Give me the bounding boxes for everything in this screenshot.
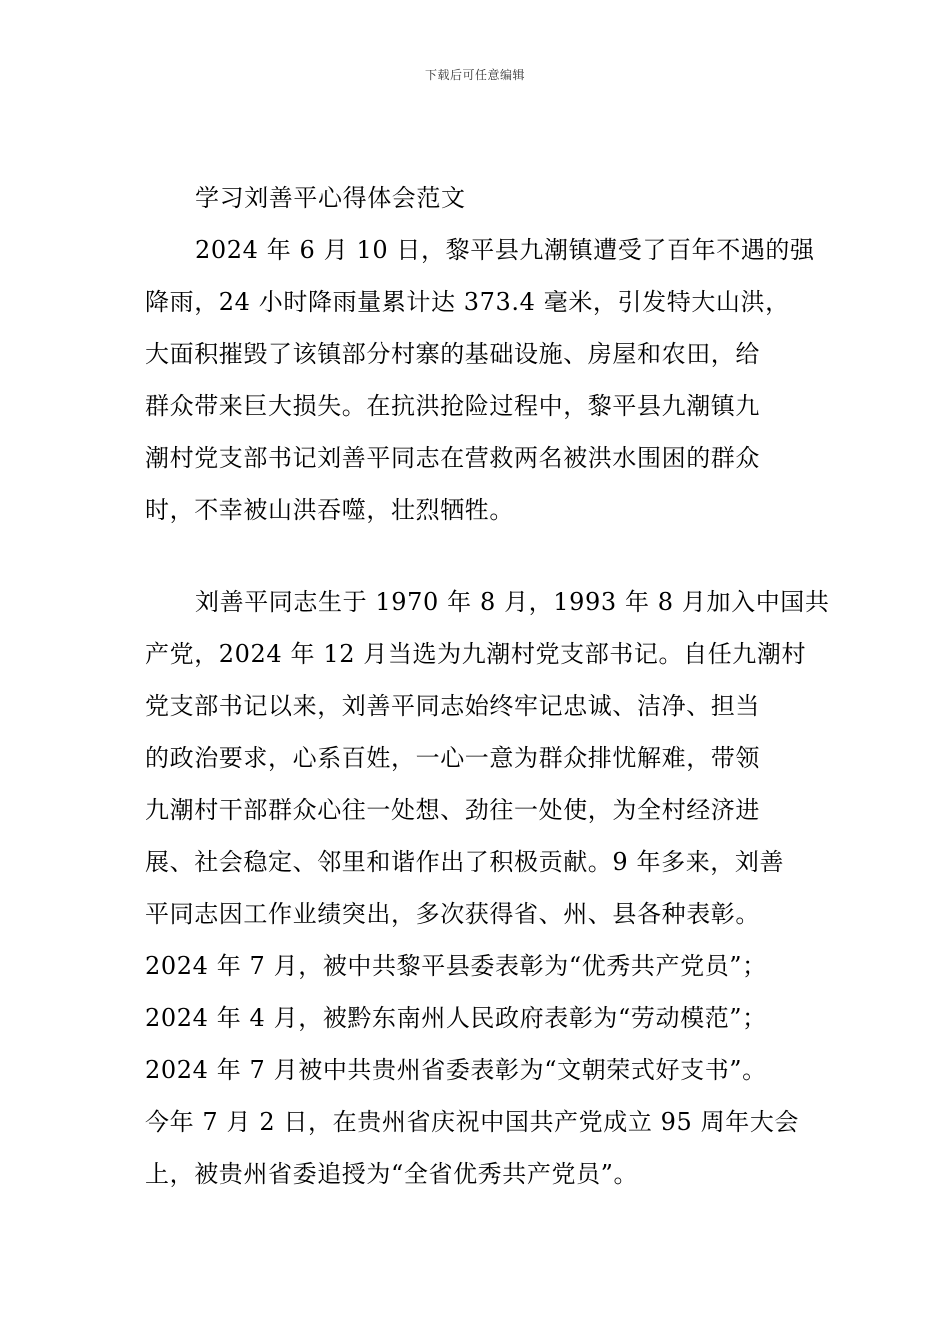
header-note: 下载后可任意编辑 <box>424 68 525 82</box>
paragraph-1 <box>145 224 825 536</box>
paragraph-line: 降雨，24 小时降雨量累计达 373.4 毫米，引发特大山洪， <box>145 288 790 316</box>
paragraph-line: 刘善平同志生于 1970 年 8 月，1993 年 8 月加入中国共 <box>195 588 830 616</box>
paragraph-line: 大面积摧毁了该镇部分村寨的基础设施、房屋和农田，给 <box>145 340 760 368</box>
paragraph-line: 今年 7 月 2 日，在贵州省庆祝中国共产党成立 95 周年大会 <box>145 1108 800 1136</box>
paragraph-line: 的政治要求，心系百姓，一心一意为群众排忧解难，带领 <box>145 744 760 772</box>
paragraph-line: 党支部书记以来，刘善平同志始终牢记忠诚、洁净、担当 <box>145 692 760 720</box>
paragraph-line: 2024 年 4 月，被黔东南州人民政府表彰为“劳动模范”； <box>145 1004 767 1032</box>
paragraph-line: 上，被贵州省委追授为“全省优秀共产党员”。 <box>145 1160 639 1188</box>
paragraph-line: 2024 年 7 月，被中共黎平县委表彰为“优秀共产党员”； <box>145 952 767 980</box>
paragraph-line: 潮村党支部书记刘善平同志在营救两名被洪水围困的群众 <box>145 444 760 472</box>
paragraph-line: 产党，2024 年 12 月当选为九潮村党支部书记。自任九潮村 <box>145 640 807 668</box>
paragraph-line: 时，不幸被山洪吞噬，壮烈牺牲。 <box>145 496 514 524</box>
paragraph-2 <box>145 576 830 1200</box>
paragraph-line: 群众带来巨大损失。在抗洪抢险过程中，黎平县九潮镇九 <box>145 392 760 420</box>
paragraph-line: 2024 年 6 月 10 日，黎平县九潮镇遭受了百年不遇的强 <box>195 236 815 264</box>
paragraph-line: 九潮村干部群众心往一处想、劲往一处使，为全村经济进 <box>145 796 760 824</box>
document-title: 学习刘善平心得体会范文 <box>195 184 466 212</box>
paragraph-line: 平同志因工作业绩突出，多次获得省、州、县各种表彰。 <box>145 900 760 928</box>
paragraph-line: 2024 年 7 月被中共贵州省委表彰为“文朝荣式好支书”。 <box>145 1056 767 1084</box>
paragraph-line: 展、社会稳定、邻里和谐作出了积极贡献。9 年多来，刘善 <box>145 848 785 876</box>
